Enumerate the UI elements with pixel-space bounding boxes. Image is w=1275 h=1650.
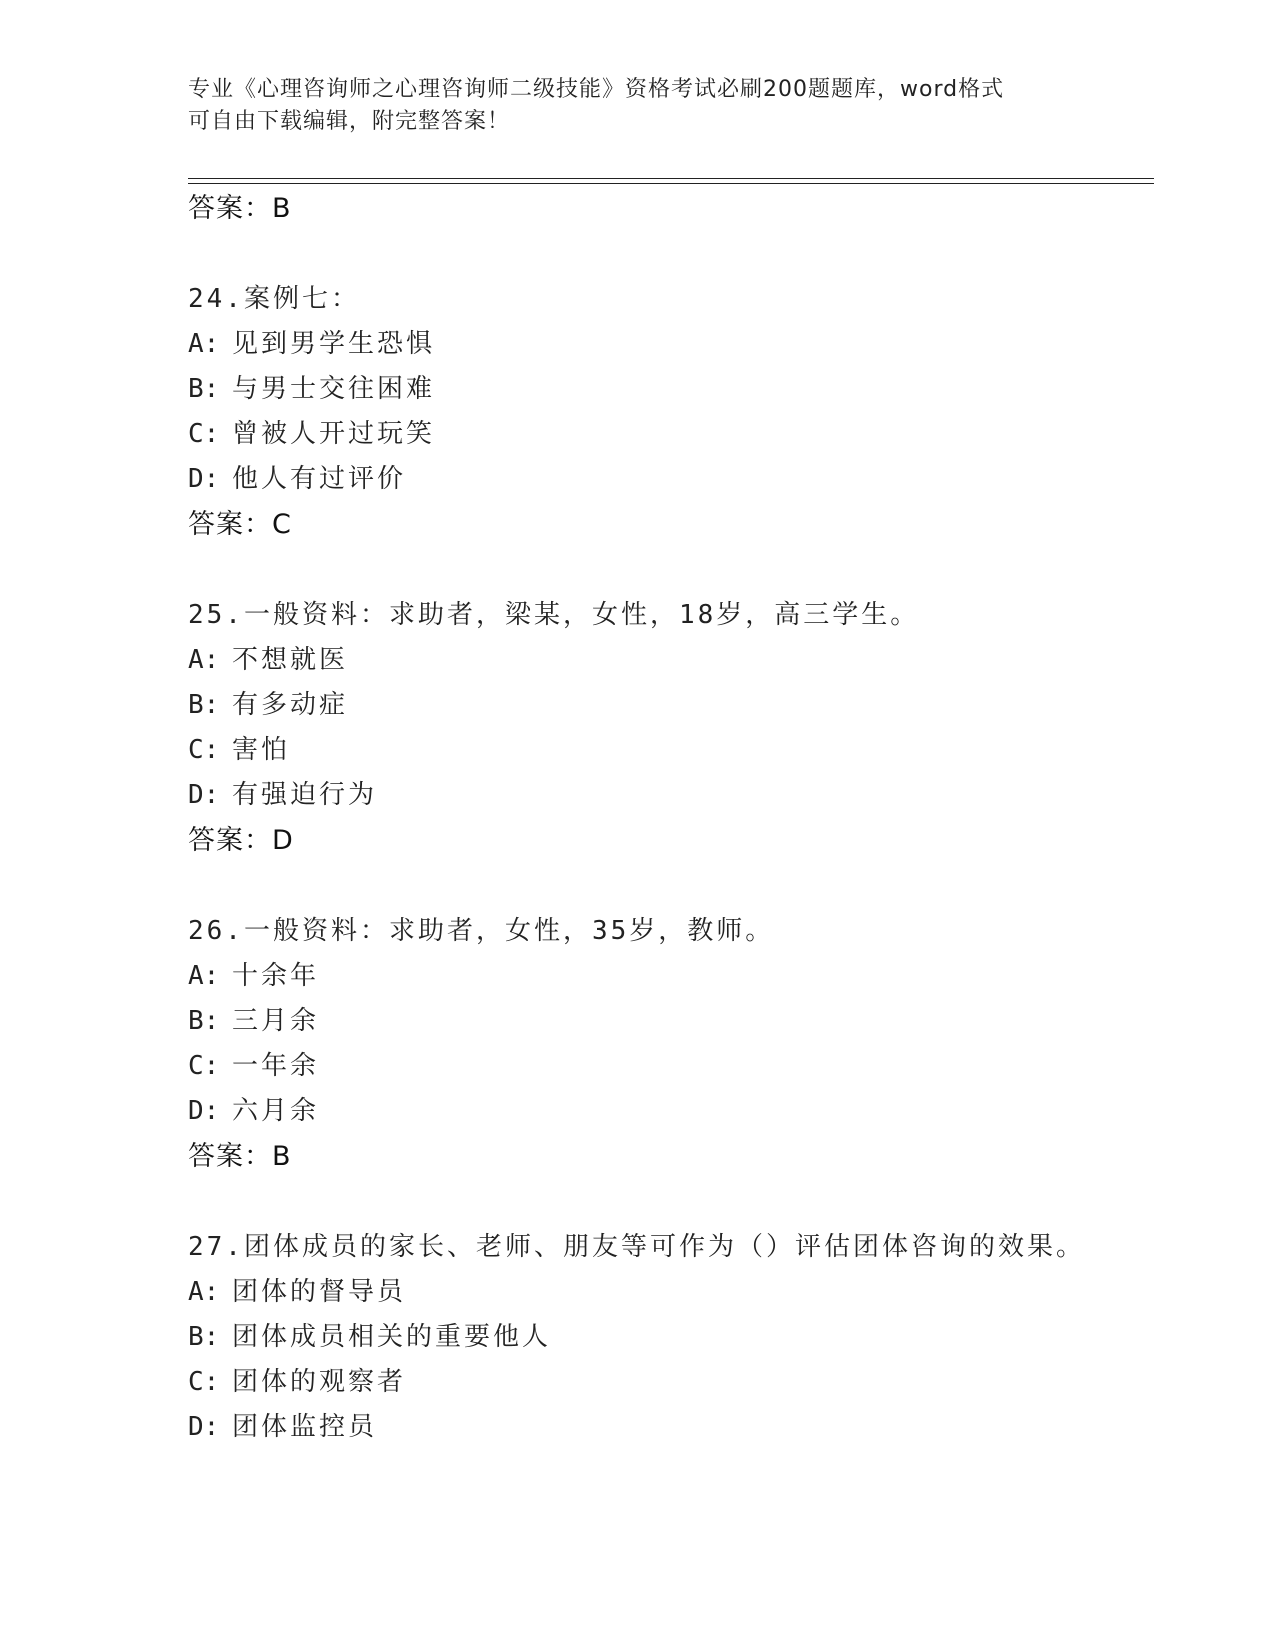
option-b: B: 有多动症 bbox=[188, 690, 349, 720]
header-rule-bottom bbox=[188, 183, 1154, 184]
answer: 答案：B bbox=[188, 1141, 292, 1172]
option-d: D: 他人有过评价 bbox=[188, 464, 407, 494]
question-title: 24.案例七： bbox=[188, 284, 360, 314]
option-b: B: 三月余 bbox=[188, 1006, 320, 1036]
option-b: B: 团体成员相关的重要他人 bbox=[188, 1322, 552, 1352]
option-c: C: 害怕 bbox=[188, 735, 291, 765]
option-a: A: 十余年 bbox=[188, 961, 320, 991]
answer: 答案：C bbox=[188, 509, 292, 540]
document-header bbox=[188, 74, 1088, 138]
question-title: 26.一般资料：求助者，女性，35岁，教师。 bbox=[188, 916, 775, 946]
option-c: C: 曾被人开过玩笑 bbox=[188, 419, 436, 449]
question-25 bbox=[188, 592, 1148, 864]
question-24 bbox=[188, 276, 1148, 548]
previous-answer: 答案：B bbox=[188, 193, 292, 224]
question-27 bbox=[188, 1224, 1148, 1450]
option-b: B: 与男士交往困难 bbox=[188, 374, 436, 404]
option-c: C: 一年余 bbox=[188, 1051, 320, 1081]
header-line-1: 专业《心理咨询师之心理咨询师二级技能》资格考试必刷200题题库，word格式 bbox=[188, 77, 1005, 102]
question-title: 27.团体成员的家长、老师、朋友等可作为（）评估团体咨询的效果。 bbox=[188, 1232, 1085, 1262]
option-c: C: 团体的观察者 bbox=[188, 1367, 407, 1397]
header-rule-top bbox=[188, 178, 1154, 179]
answer: 答案：D bbox=[188, 825, 294, 856]
option-d: D: 团体监控员 bbox=[188, 1412, 378, 1442]
option-d: D: 有强迫行为 bbox=[188, 780, 378, 810]
option-d: D: 六月余 bbox=[188, 1096, 320, 1126]
option-a: A: 团体的督导员 bbox=[188, 1277, 407, 1307]
header-line-2: 可自由下载编辑，附完整答案！ bbox=[188, 109, 511, 134]
question-26 bbox=[188, 908, 1148, 1180]
question-title: 25.一般资料：求助者，梁某，女性，18岁，高三学生。 bbox=[188, 600, 920, 630]
question-list bbox=[188, 186, 1148, 1450]
option-a: A: 见到男学生恐惧 bbox=[188, 329, 436, 359]
option-a: A: 不想就医 bbox=[188, 645, 349, 675]
